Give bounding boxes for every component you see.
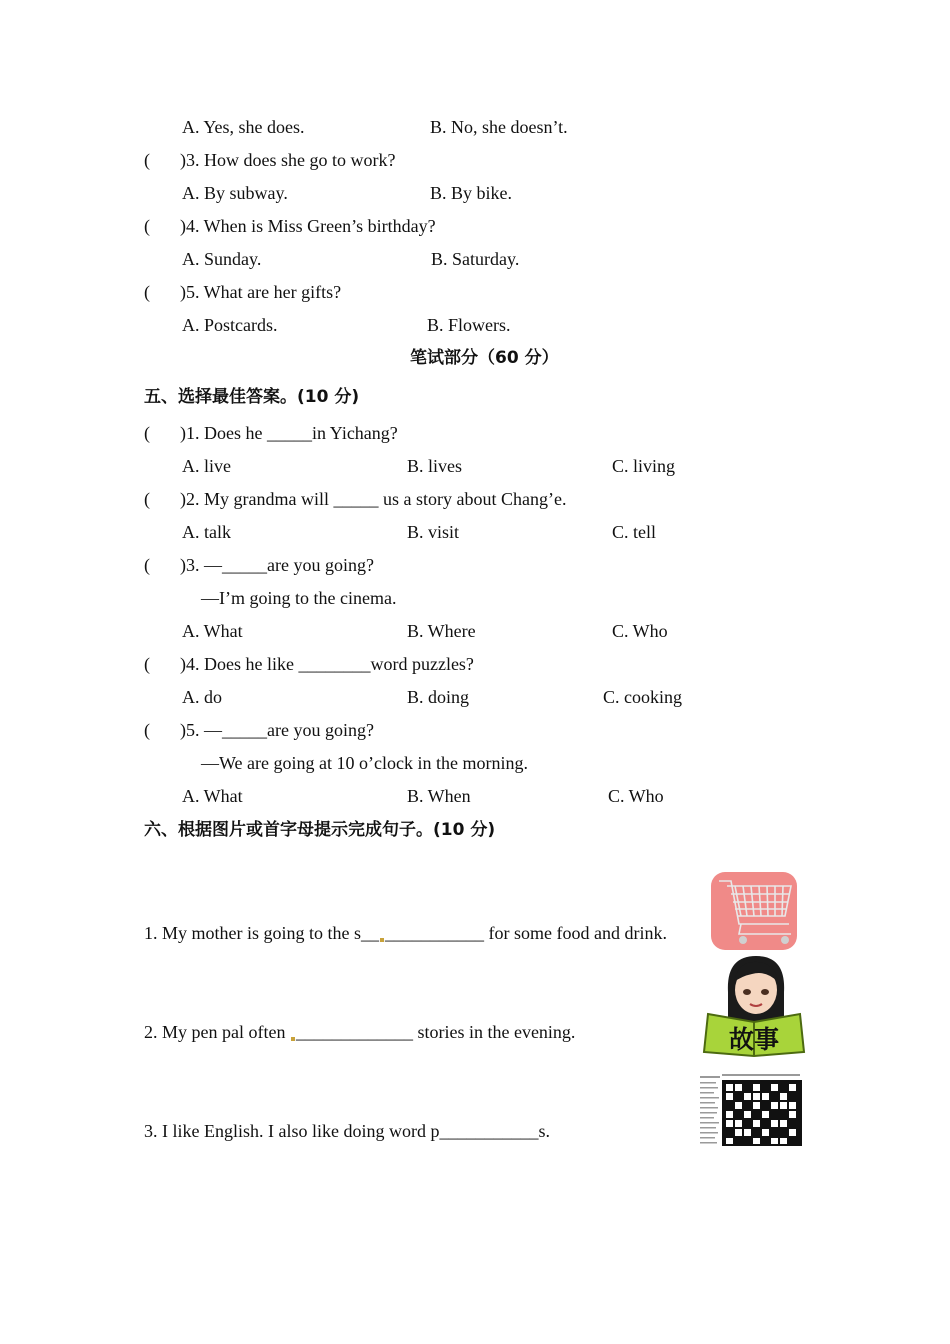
s6-sentence-1: 1. My mother is going to the s__ ___________ for some food and drink. [144, 923, 667, 943]
s5-q4-option-a: A. do [182, 687, 222, 707]
q5-option-a: A. Postcards. [182, 315, 278, 335]
s5-q2-option-b: B. visit [407, 522, 460, 542]
s5-q4-option-c: C. cooking [603, 687, 682, 707]
q3-option-b: B. By bike. [430, 183, 513, 203]
q4-option-b: B. Saturday. [431, 249, 520, 269]
s5-q3-option-a: A. What [182, 621, 243, 641]
s5-q3-option-b: B. Where [407, 621, 476, 641]
mark-dot [380, 938, 384, 942]
q3-paren: ( [144, 150, 150, 170]
s5-q5-reply: —We are going at 10 o’clock in the morning. [201, 753, 528, 773]
s5-q2-paren: ( [144, 489, 150, 509]
crossword-puzzle-icon [698, 1072, 804, 1148]
q2-option-a: A. Yes, she does. [182, 117, 305, 137]
q4-paren: ( [144, 216, 150, 236]
s5-q3-option-c: C. Who [612, 621, 668, 641]
section5-heading: 五、选择最佳答案。(10 分) [144, 387, 360, 407]
s5-q1-option-b: B. lives [407, 456, 463, 476]
s5-q3-reply: —I’m going to the cinema. [201, 588, 397, 608]
s5-q5-text: )5. —_____are you going? [180, 720, 374, 740]
girl-reading-storybook-icon [700, 952, 808, 1058]
s5-q2-option-a: A. talk [182, 522, 231, 542]
s5-q3-text: )3. —_____are you going? [180, 555, 374, 575]
q2-option-b: B. No, she doesn’t. [430, 117, 568, 137]
q5-text: )5. What are her gifts? [180, 282, 342, 302]
s6-sentence-3: 3. I like English. I also like doing word p___________s. [144, 1121, 550, 1141]
written-part-title: 笔试部分（60 分） [410, 348, 559, 368]
q3-option-a: A. By subway. [182, 183, 288, 203]
q5-paren: ( [144, 282, 150, 302]
book-label: 故事 [728, 1025, 780, 1054]
s5-q5-option-b: B. When [407, 786, 471, 806]
s5-q4-paren: ( [144, 654, 150, 674]
shopping-cart-icon [711, 872, 797, 950]
s5-q4-text: )4. Does he like ________word puzzles? [180, 654, 474, 674]
q4-option-a: A. Sunday. [182, 249, 262, 269]
s5-q5-paren: ( [144, 720, 150, 740]
s5-q4-option-b: B. doing [407, 687, 470, 707]
s5-q2-option-c: C. tell [612, 522, 656, 542]
s5-q1-text: )1. Does he _____in Yichang? [180, 423, 398, 443]
q3-text: )3. How does she go to work? [180, 150, 396, 170]
q4-text: )4. When is Miss Green’s birthday? [180, 216, 436, 236]
section6-heading: 六、根据图片或首字母提示完成句子。(10 分) [144, 820, 496, 840]
s5-q1-paren: ( [144, 423, 150, 443]
s6-sentence-2: 2. My pen pal often _____________ stories in the evening. [144, 1022, 576, 1042]
q5-option-b: B. Flowers. [427, 315, 511, 335]
s5-q1-option-a: A. live [182, 456, 231, 476]
s5-q3-paren: ( [144, 555, 150, 575]
s5-q5-option-a: A. What [182, 786, 243, 806]
s5-q2-text: )2. My grandma will _____ us a story about Chang’e. [180, 489, 567, 509]
s5-q1-option-c: C. living [612, 456, 676, 476]
s5-q5-option-c: C. Who [608, 786, 664, 806]
mark-dot [291, 1037, 295, 1041]
